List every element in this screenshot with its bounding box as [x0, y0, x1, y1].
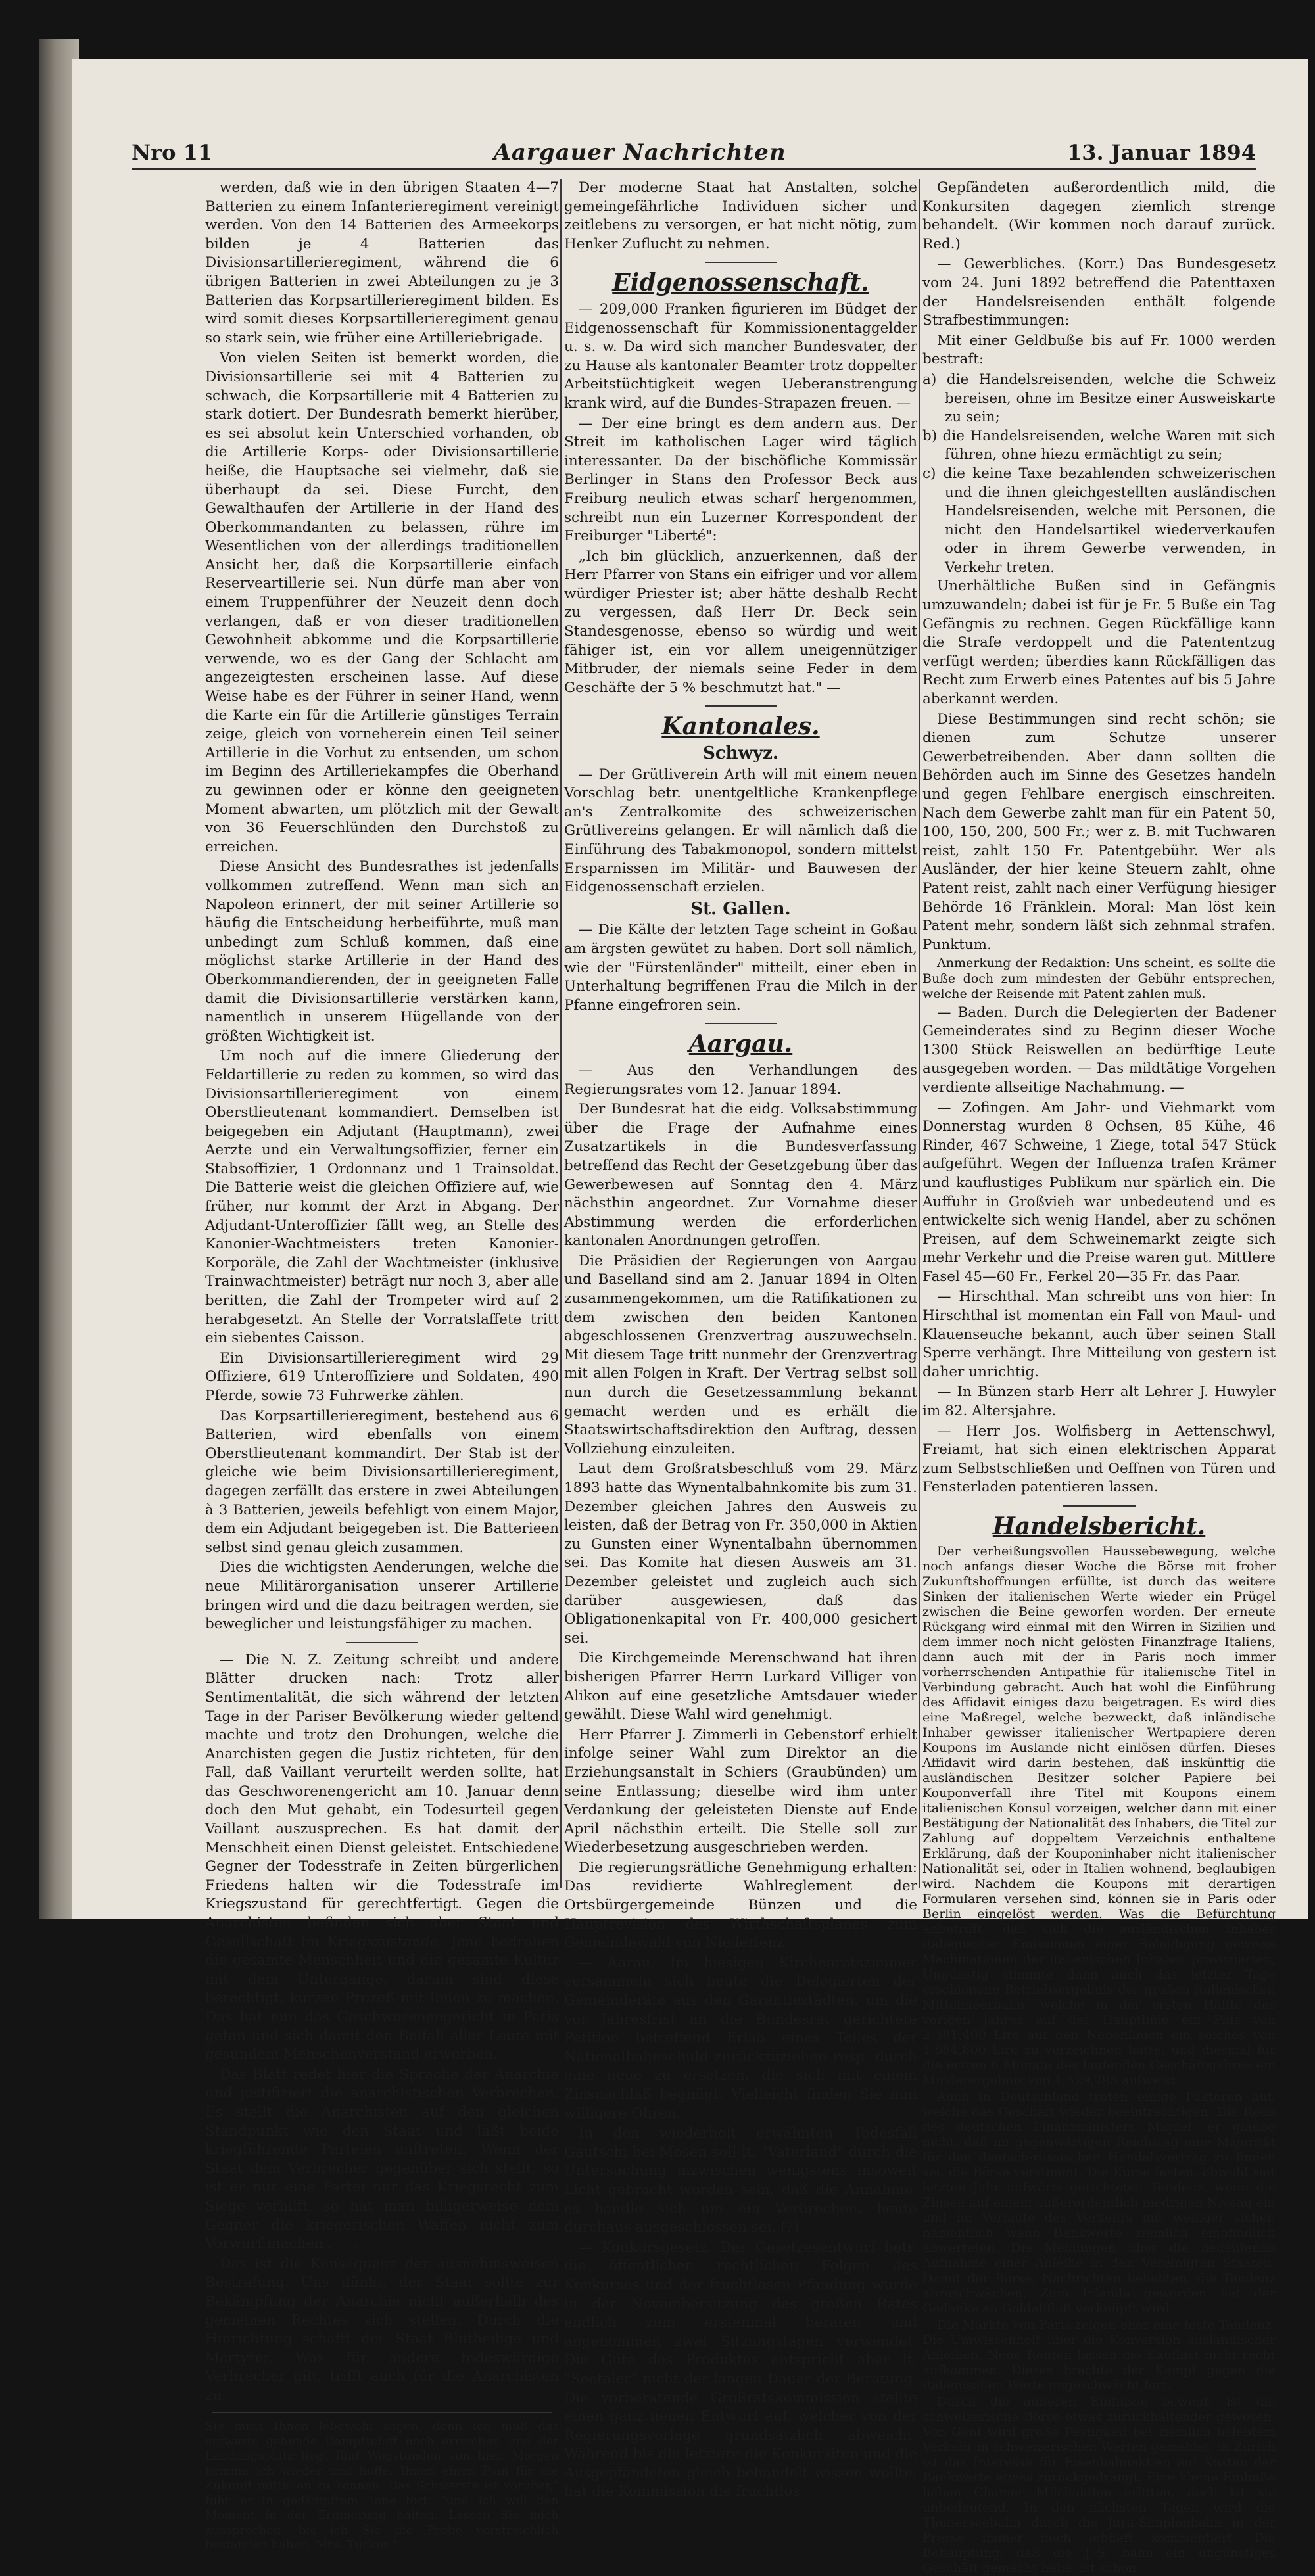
paragraph: Das ist die Konsequenz der ausnahmsweisen Bestrafung. Uns dünkt, der Staat sollte zur Bekämpfung der Anarchie nicht außerhalb des gemeinen Rechtes sich stellen. Durch die Hinrichtung schafft der Staat Blutheilige und Martyrer. Was für andere todeswürdige Verbrecher gilt, trifft auch für die Anarchisten zu.: [205, 2255, 559, 2404]
paragraph: Dies die wichtigsten Aenderungen, welche die neue Militärorganisation unserer Artillerie bringen wird und die dazu beitragen werden, sie beweglicher und leistungsfähiger zu machen.: [205, 1559, 559, 1633]
section-heading-eidgenossenschaft: Eidgenossenschaft.: [612, 269, 869, 297]
subheading-schwyz: Schwyz.: [703, 743, 778, 764]
paragraph: — Die Kälte der letzten Tage scheint in Goßau am ärgsten gewütet zu haben. Dort soll nämlich, wie der "Fürstenländer" mitteilt, einer eben in Unterhaltung begriffenen Frau die Milch in der Pfanne eingefroren sein.: [564, 922, 917, 1014]
paragraph: Laut dem Großratsbeschluß vom 29. März 1893 hatte das Wynentalbahnkomite bis zum 31. Dezember gleichen Jahres den Ausweis zu leisten, daß der Betrag von Fr. 350,000 in Aktien zu Gunsten einer Wynentalbahn übernommen sei. Das Komite hat diesen Ausweis am 31. Dezember geleistet und zugleich auch sich darüber ausgewiesen, daß das Obligationenkapital von Fr. 400,000 gesichert sei.: [564, 1461, 917, 1647]
paragraph: Gepfändeten außerordentlich mild, die Konkursiten dagegen ziemlich strenge behandelt. (Wir kommen noch darauf zurück. Red.): [922, 179, 1276, 252]
paragraph: — 209,000 Franken figurieren im Büdget der Eidgenossenschaft für Kommissionentaggelder u. s. w. Da wird sich mancher Bundesvater, der zu Hause als kantonaler Beamter trotz doppelter Arbeitstüchtigkeit wegen Ueberanstrengung krank wird, auf die Bundes-Strapazen freuen. —: [564, 300, 917, 411]
list-item: a) die Handelsreisenden, welche die Schweiz bereisen, ohne im Besitze einer Ausweiskarte zu sein;: [922, 371, 1276, 426]
paragraph: Die Kirchgemeinde Merenschwand hat ihren bisherigen Pfarrer Herrn Lurkard Villiger von Alikon auf eine gesetzliche Amtsdauer wieder gewählt. Diese Wahl wird genehmigt.: [564, 1650, 917, 1723]
page-header: [132, 139, 1256, 170]
list-item: b) die Handelsreisenden, welche Waren mit sich führen, ohne hiezu ermächtigt zu sein;: [922, 427, 1276, 463]
paragraph: Sie mich Ihnen lebewohl sagen, denn ich muß das aufwärts gehende Dampfschiff noch erreichen und der Landungsplatz liegt fünf Wegstunden von hier. Morgen komme ich wieder und hoffe, Ihnen einen Plan für die Zukunft mitteilen zu können. Das Schwerste ist vorüber," fuhr er in gedämpftem Tone fort, "und ich will den Moment in der Erinnerung halten. Lassen Sie mich aussprechen, bis ich Sie die Probe vorstreichlich bestanden haben, Mrs. Tucker.": [205, 2420, 559, 2552]
column-3: [922, 179, 1276, 2575]
issue-date: 13. Januar 1894: [1066, 140, 1256, 165]
paragraph: In den wiederholt erwähnten Todesfall Gautschi bei Mosen soll lt. "Vaterland" durch die Untersuchung inzwischen wenigstens insoweit Licht gebracht worden sein, daß die Annahme, es handle sich um ein Verbrechen, heute durchaus ausgeschlossen sei. (?): [564, 2125, 917, 2236]
column-divider: [919, 179, 920, 1888]
section-separator: [705, 1023, 777, 1024]
feuilleton-separator: [212, 2412, 552, 2413]
paragraph: Das Blatt redet hier die Sprache der Anarchie und justifiziert die anarchistischen Verbrechen. Es stellt die Anarchisten auf den gleichen Standpunkt wie den Staat und läßt beide kriegführende Parteien auftreten. Wenn der Staat dem Verbrecher gegenüber sich stellt, so ist er nur eine Partei nur das Kriegsrecht zum Siege verhilft, so hat man billigerweise dem Gegner die kriegerischen Waffen nicht zum Vorwurf machen . . . . .: [205, 2066, 559, 2253]
paragraph: Diese Bestimmungen sind recht schön; sie dienen zum Schutze unserer Gewerbetreibenden. Aber dann sollten die Behörden auch im Sinne des Gesetzes handeln und gegen Fehlbare energisch einschreiten. Nach dem Gewerbe zahlt man für ein Patent 50, 100, 150, 200, 500 Fr.; wer z. B. mit Tuchwaren reist, zahlt 150 Fr. Patentgebühr. Wer als Ausländer, der hier keine Steuern zahlt, ohne Patent reist, zahlt nach einer Verfügung hiesiger Behörde 16 Fränklein. Moral: Man löst kein Patent mehr, sondern läßt sich zehnmal strafen. Punktum.: [922, 711, 1276, 953]
section-heading-aargau: Aargau.: [688, 1030, 793, 1058]
paragraph: — Aarau. Im hiesigen Kirchenratszimmer versammeln sich heute die Delegierten der Gemeinderäte aus den Garantiestädten, um die vor Jahresfrist an die Bundesrat gerichtete Petition betreffend Erlaß eines Teiles der Nationalbahnschuld zurückzuziehen resp. durch eine neue zu ersetzen, die sich mit einem Zinsnachlaß begnügt. Vielleicht finden Sie nun willigere Ohren.: [564, 1954, 917, 2122]
paragraph: Herr Pfarrer J. Zimmerli in Gebenstorf erhielt infolge seiner Wahl zum Direktor an die Erziehungsanstalt in Schiers (Graubünden) um seine Entlassung; dieselbe wird ihm unter Verdankung der geleisteten Dienste auf Ende April nächsthin erteilt. Die Stelle soll zur Wiederbesetzung ausgeschrieben werden.: [564, 1726, 917, 1856]
paragraph: Ein Divisionsartillerieregiment wird 29 Offiziere, 619 Unteroffiziere und Soldaten, 490 Pferde, sowie 73 Fuhrwerke zählen.: [205, 1349, 559, 1404]
section-separator: [705, 705, 777, 707]
issue-number: Nro 11: [132, 140, 213, 165]
paragraph: Der Bundesrat hat die eidg. Volksabstimmung über die Frage der Aufnahme eines Zusatzartikels in die Bundesverfassung betreffend das Recht der Gesetzgebung über das Gewerbewesen auf Sonntag den 4. März nächsthin angeordnet. Zur Vornahme dieser Abstimmung werden die erforderlichen kantonalen Anordnungen getroffen.: [564, 1101, 917, 1250]
section-separator: [1063, 1505, 1136, 1507]
market-report: [922, 1544, 1276, 2576]
newspaper-title: Aargauer Nachrichten: [493, 139, 786, 166]
paragraph: Mit einer Geldbuße bis auf Fr. 1000 werden bestraft:: [922, 332, 1276, 368]
feuilleton-text: [205, 2420, 559, 2553]
column-2: [564, 179, 917, 2500]
paragraph: Die regierungsrätliche Genehmigung erhalten: Das revidierte Wahlreglement der Ortsbürgergemeinde Bünzen und die Hauptrevision des Wirthschaftsplanes zum Gemeindewald von Niederlenz.: [564, 1859, 917, 1952]
paragraph: Der verheißungsvollen Haussebewegung, welche noch anfangs dieser Woche die Börse mit froher Zukunftshoffnungen erfüllte, ist durch das weitere Sinken der italienischen Werte wieder ein Prügel zwischen die Beine geworfen worden. Der erneute Rückgang wird einmal mit den Wirren in Sizilien und dem immer noch nicht gelösten Finanzfrage Italiens, dann auch mit der in Paris noch immer vorherrschenden Antipathie für italienische Titel in Verbindung gebracht. Auch hat wohl die Einführung des Affidavit einiges dazu beigetragen. Es wird dies eine Maßregel, welche bezweckt, daß inländische Inhaber gewisser italienischer Wertpapiere deren Koupons im Auslande nicht einlösen dürfen. Dieses Affidavit wird darin bestehen, daß inskünftig die ausländischen Besitzer solcher Papiere bei Kouponverfall ihre Titel mit Koupons einem italienischen Konsul vorzeigen, welcher dann mit einer Bestätigung der Nationalität des Inhabers, die Titel zur Zahlung auf doppeltem Verzeichnis enthaltene Erklärung, daß der Kouponinhaber nicht italienischer Nationalität sei, oder in Italien wohnend, beglaubigen wird. Nachdem die Koupons mit derartigen Formularen versehen sind, können sie in Paris oder Berlin eingelöst werden. Was die Befürchtung anbetrifft, daß sich die ausländischen Inhaber italienischer Emissionen einer Beleidigung gewisse Machinationen der italienischen Inhaber provozierten, Ungünstig stimmte dann auch das letzter Tage erschienene Betriebsergebnis der großen italienischen Mittelmeerbahn, welche in der ersten Hälfte des vorigen Jahres auf der Hauptlinie ein Plus von 2,381,400 Lire auf den Nebenlinien ein solches von 1,884,800 Lire zu verzeichnen hatte, und diesmal für die ersten 6 Monate des laufenden Geschäftsjahres ein Minderergebnis von 1,529,795 aufweist.: [922, 1543, 1276, 2088]
section-heading-kantonales: Kantonales.: [661, 713, 820, 741]
subheading-st-gallen: St. Gallen.: [690, 899, 791, 919]
paragraph: „Ich bin glücklich, anzuerkennen, daß der Herr Pfarrer von Stans ein eifriger und vor allem würdiger Priester ist; aber hätte deshalb Recht zu vergessen, daß Herr Dr. Beck sein Standesgenosse, ebenso so würdig und weit fähiger ist, ein vor allem uneigennütziger Mitbruder, der niemals seine Feder in dem Geschäfte der 5 % beschmutzt hat." —: [564, 548, 917, 696]
paragraph: Die Präsidien der Regierungen von Aargau und Baselland sind am 2. Januar 1894 in Olten zusammengekommen, um die Ratifikationen zu dem zwischen den beiden Kantonen abgeschlossenen Grenzvertrag auszuwechseln. Mit diesem Tage tritt nunmehr der Grenzvertrag mit allen Folgen in Kraft. Der Vertrag selbst soll nun durch die Gesetzessammlung bekannt gemacht werden und es erhält die Staatswirtschaftsdirektion den Auftrag, dessen Vollziehung einzuleiten.: [564, 1252, 917, 1457]
section-separator: [346, 1642, 418, 1643]
list-item: c) die keine Taxe bezahlenden schweizerischen und die ihnen gleichgestellten ausländischen Handelsreisenden, welche mit Personen, die nicht den Handelsartikel wiederverkaufen oder in ihrem Gewerbe verwenden, in Verkehr treten.: [922, 465, 1276, 576]
paragraph: — Der eine bringt es dem andern aus. Der Streit im katholischen Lager wird täglich interessanter. Da der bischöfliche Kommissär Berlinger in Stans den Professor Beck aus Freiburg neulich etwas scharf hergenommen, schreibt nun ein Luzerner Korrespondent der Freiburger "Liberté":: [564, 415, 917, 545]
paragraph: — Herr Jos. Wolfisberg in Aettenschwyl, Freiamt, hat sich einen elektrischen Apparat zum Selbstschließen und Oeffnen von Türen und Fensterladen patentieren lassen.: [922, 1422, 1276, 1496]
paragraph: Der moderne Staat hat Anstalten, solche gemeingefährliche Individuen sicher und zeitlebens zu versorgen, er hat nicht nötig, zum Henker Zuflucht zu nehmen.: [564, 179, 917, 252]
penalty-list: [922, 371, 1276, 578]
paragraph: werden, daß wie in den übrigen Staaten 4—7 Batterien zu einem Infanterieregiment vereinigt werden. Von den 14 Batterien des Armeekorps bilden je 4 Batterien das Divisionsartillerieregiment, während die 6 übrigen Batterien in zwei Abteilungen zu je 3 Batterien das Korpsartillerieregiment bilden. Es wird somit dieses Korpsartillerieregiment genau so stark sein, wie früher eine Artilleriebrigade.: [205, 179, 559, 346]
paragraph: — Der Grütliverein Arth will mit einem neuen Vorschlag betr. unentgeltliche Krankenpflege an's Zentralkomite des schweizerischen Grütlivereins gelangen. Er will nämlich daß die Einführung des Tabakmonopol, sondern mittelst Ersparnissen im Militär- und Bauwesen der Eidgenossenschaft erzielen.: [564, 766, 917, 896]
paragraph: — Konkursgesetz. Der Gesetzesentwurf betr. die öffentlichen rechtlichen Folgen des Konkurses und der fruchtlosen Pfändung wurde in der Novembersitzung des großen Rates endlich zum erstenmal beraten und angenommen zwei Sitzungstagen verwendet. Die Güte des Produktes entspricht aber lt. "Seetaler" nicht der langen Dauer der Beratung. Die vorberatende Großratskommission stellte einen ganz neuen Entwurf auf, welcher von der Regierungsvorlage grundsätzlich abweicht. Während bis die letztere die Konkursiten und die Ausgepfändeten gleich behandelt wissen wollte, hat die Kommission die fruchtlos: [564, 2239, 917, 2500]
column-divider: [560, 179, 562, 1888]
paragraph: — Baden. Durch die Delegierten der Badener Gemeinderates sind zu Beginn dieser Woche 1300 Stück Reiswellen an bedürftige Leute ausgegeben worden. — Das mildtätige Vorgehen verdiente allseitige Nachahmung. —: [922, 1004, 1276, 1096]
paragraph: Unerhältliche Bußen sind in Gefängnis umzuwandeln; dabei ist für je Fr. 5 Buße ein Tag Gefängnis zu rechnen. Gegen Rückfällige kann die Strafe verdoppelt und die Patententzug verfügt werden; überdies kann Rückfälligen das Recht zum Erwerb eines Patentes auf bis 5 Jahre aberkannt werden.: [922, 578, 1276, 708]
paragraph: Um noch auf die innere Gliederung der Feldartillerie zu reden zu kommen, so wird das Divisionsartillerieregiment von einem Oberstlieutenant kommandiert. Demselben ist beigegeben ein Adjutant (Hauptmann), zwei Aerzte und ein Verwaltungsoffizier, ferner ein Stabsoffizier, 1 Ordonnanz und 1 Trainsoldat. Die Batterie weist die gleichen Offiziere auf, wie früher, nur kommt der Arzt in Abgang. Der Adjudant-Unteroffizier fällt weg, an Stelle des Kanonier-Wachtmeisters treten Kanonier-Korporäle, die Zahl der Wachtmeister (inklusive Trainwachtmeister) beträgt nur noch 3, aber alle beritten, die Zahl der Trompeter wird auf 2 herabgesetzt. An Stelle der Vorratslaffete tritt ein siebentes Caisson.: [205, 1048, 559, 1347]
editor-note: Anmerkung der Redaktion: Uns scheint, es sollte die Buße doch zum mindesten der Gebühr entsprechen, welche der Reisende mit Patent zahlen muß.: [922, 956, 1276, 1002]
paragraph: Die Märkte von Paris zeigen eher eine feste Tendenz. Die Umwissenheit über die Konversion ausländischer Anleihen. Neue Renten lassen die Kauflust nicht recht aufkommen. Dieses brachte der Kampf gegen die italienischen Werte ungeschwächt fort.: [922, 2317, 1276, 2393]
paragraph: — Gewerbliches. (Korr.) Das Bundesgesetz vom 24. Juni 1892 betreffend die Patenttaxen der Handelsreisenden enthält folgende Strafbestimmungen:: [922, 256, 1276, 329]
section-heading-handelsbericht: Handelsbericht.: [992, 1512, 1206, 1540]
paragraph: — Zofingen. Am Jahr- und Viehmarkt vom Donnerstag wurden 8 Ochsen, 85 Kühe, 46 Rinder, 467 Schweine, 1 Ziege, total 547 Stück aufgeführt. Wegen der Influenza trafen Krämer und kauflustiges Publikum nur spärlich ein. Die Auffuhr in Großvieh war unbedeutend und es entwickelte sich wenig Handel, aber zu schönen Preisen, auf dem Schweinemarkt zeigte sich mehr Verkehr und die Preise waren gut. Mittlere Fasel 45—60 Fr., Ferkel 20—35 Fr. das Paar.: [922, 1099, 1276, 1285]
paragraph: — Die N. Z. Zeitung schreibt und andere Blätter drucken nach: Trotz aller Sentimentalität, die sich während der letzten Tage in der Pariser Bevölkerung wieder geltend machte und trotz den Drohungen, welche die Anarchisten gegen die Justiz richteten, für den Fall, daß Vaillant verurteilt werden sollte, hat das Geschworenengericht am 10. Januar denn doch den Mut gehabt, ein Todesurteil gegen Vaillant auszusprechen. Es hat damit der Menschheit einen Dienst geleistet. Entschiedene Gegner der Todesstrafe in Zeiten bürgerlichen Friedens halten wir die Todesstrafe im Kriegszustand für gerechtfertigt. Gegen die Anarchisten befinden sich aber Staat und Gesellschaft im Kriegszustande. Jene bedrohen die gesamte Menschheit und die gesamte Kultur mit dem Untergange, darum sind diese berechtigt, kurzen Prozeß mit ihnen zu machen. Das hat nun das Geschworenengericht in Paris getan und sich damit den Beifall aller Leute mit gesundem Menschenverstand erworben.: [205, 1651, 559, 2063]
paragraph: Das Korpsartillerieregiment, bestehend aus 6 Batterien, wird ebenfalls von einem Oberstlieutenant kommandirt. Der Stab ist der gleiche wie beim Divisionsartillerieregiment, dagegen zerfällt das erstere in zwei Abteilungen à 3 Batterien, jeweils befehligt von einem Major, dem ein Adjudant beigegeben ist. Die Batterieen selbst sind genau gleich zusammen.: [205, 1407, 559, 1556]
paragraph: Auch in Deutschland traten einige Faktoren auf, welche das Geschäft wieder beeinträchtigen. Die Rede des deutschen Finanzministers Miquel, er glaube nicht, daß im gegenwärtigen Reichstag eine Majorität für den deutsch-russischen Handelsvertrag zu finden sei, die Börse verstimmt. Die Kurse festen, obwohl seit letzten Jahr aufwärts gerichteten Tendenz, wenn die Zinsen auf einem außerordentlich niedrigen Niveau ein und im Verlaufe des Verkehrs mit weniger sicher, namentlich wann Bankwerte ziemlich empfindlich abwerteten. Die Meldungen über die bedeutende Aufnahme einer Anleihe in den Vereinigten Staaten. Damit der Börse, Nachrichten beliebten, die Tendenz abzuschwächen. Zum Inlande geworden hat der Gedanke an Goldabfluß verknüpft wird.: [922, 2089, 1276, 2316]
paragraph: Von vielen Seiten ist bemerkt worden, die Divisionsartillerie sei mit 4 Batterien zu schwach, die Korpsartillerie mit 4 Batterien zu stark dotiert. Der Bundesrath bemerkt hierüber, es sei absolut kein Unterschied vorhanden, ob die Artillerie Korps- oder Divisionsartillerie heiße, die Hauptsache sei vielmehr, daß sie überhaupt da sei. Diese Furcht, den Gewalthaufen der Artillerie in der Hand des Oberkommandanten zu belassen, rühre im Wesentlichen von der allerdings traditionellen Ansicht her, daß die Korpsartillerie einfach Reserveartillerie sei. Nun dürfe man aber von einem Truppenführer der Neuzeit denn doch verlangen, daß er von dieser traditionellen Gewohnheit abkomme und die Korpsartillerie verwende, wo es der Gang der Schlacht am angezeigtesten erscheinen lasse. Auf diese Weise habe es der Führer in seiner Hand, wenn die Karte ein für die Artillerie günstiges Terrain zeige, gleich von vorneherein einen Teil seiner Artillerie in die Vorhut zu entsenden, um schon im Beginn des Artilleriekampfes die Oberhand zu gewinnen oder er könne den geeigneten Moment abwarten, um plötzlich mit der Gewalt von 36 Feuerschlünden den Durchstoß zu erreichen.: [205, 350, 559, 855]
paragraph: — In Bünzen starb Herr alt Lehrer J. Huwyler im 82. Altersjahre.: [922, 1384, 1276, 1420]
paragraph: Durch die äußeren Einflüsse bewegt, ist die schweizerische Börse etwas zurückhaltender gewesen. Von Genf wird große Festigkeit bei ziemlich belebtem Verkehr in schweizerischen Werten gemeldet, in Zürich ist das Interesse für Eisenbahnaktien auf Kosten der Bankwerte etwas zurückgedrängt. Eine kleine Einbuße haben Chamer Milchaktien erlitten, doch ist sie unbedeutend. In den nächsten Tagen wird die Thunerseebahn durch die Jura-Simplonbahn in der Presse immer noch lebhaft kommentiert. Die Behauptung, daß die J.-S. bahn ein ungünstiges Geschäft gemacht habe, ist schon: [922, 2394, 1276, 2575]
paragraph: — Hirschthal. Man schreibt uns von hier: In Hirschthal ist momentan ein Fall von Maul- und Klauenseuche bekannt, auch über seinen Stall Sperre verhängt. Ihre Mitteilung von gestern ist daher unrichtig.: [922, 1288, 1276, 1380]
paragraph: Diese Ansicht des Bundesrathes ist jedenfalls vollkommen zutreffend. Wenn man sich an Napoleon erinnert, der mit seiner Artillerie so häufig die Entscheidung herbeiführte, muß man unbedingt zum Schluß kommen, daß eine möglichst starke Artillerie in der Hand des Oberkommandierenden, der in geeigneten Falle damit die Divisionsartillerie verstärken kann, namentlich in unserem Hügellande von der größten Wichtigkeit ist.: [205, 858, 559, 1044]
paragraph: — Aus den Verhandlungen des Regierungsrates vom 12. Januar 1894.: [564, 1062, 917, 1098]
column-1: [205, 179, 559, 2552]
section-separator: [705, 262, 777, 263]
